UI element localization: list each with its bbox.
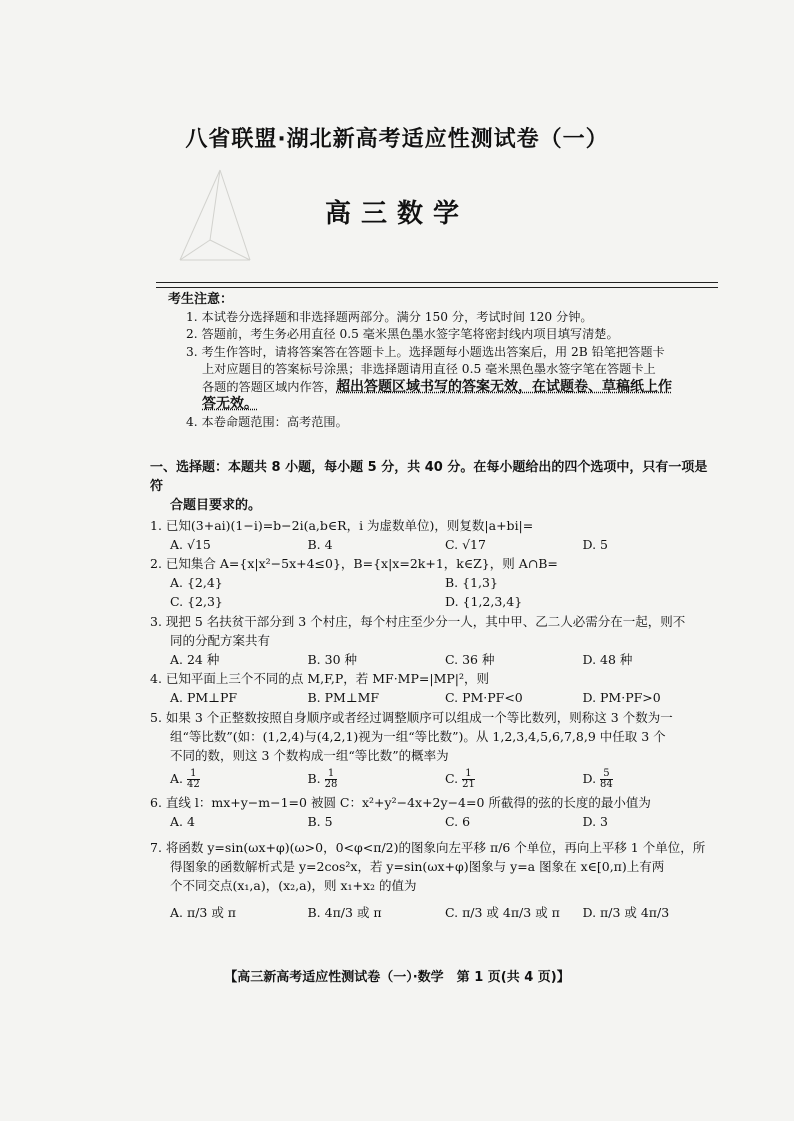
- section-heading: 一、选择题：本题共 8 小题，每小题 5 分，共 40 分。在每小题给出的四个选项中，只有一项是符: [150, 460, 708, 495]
- notice-item-cont: [172, 379, 712, 397]
- option-d: [583, 769, 721, 790]
- question-2-options-row2: [150, 592, 720, 611]
- option-a: A. √15: [170, 536, 211, 552]
- notice-item: 4. 本卷命题范围：高考范围。: [186, 414, 348, 429]
- option-b: B. 5: [307, 814, 333, 830]
- option-c: C. √17: [445, 536, 486, 552]
- option-b: B. {1,3}: [445, 575, 498, 591]
- fraction: [600, 769, 613, 790]
- notice-item: 1. 本试卷分选择题和非选择题两部分。满分 150 分，考试时间 120 分钟。: [186, 309, 593, 324]
- numerator: 5: [600, 769, 613, 780]
- question-1-stem: 1. 已知(3+ai)(1−i)=b−2i(a,b∈R，i 为虚数单位)，则复数|a+bi|=: [150, 517, 534, 533]
- option-c: C. PM·PF<0: [445, 690, 523, 706]
- question-2-options-row1: [150, 573, 720, 592]
- fraction: [187, 769, 200, 790]
- option-label: D.: [582, 770, 597, 786]
- denominator: 28: [324, 778, 338, 790]
- option-c: [445, 769, 583, 790]
- question-7-stem: 7. 将函数 y=sin(ωx+φ)(ω>0，0<φ<π/2)的图象向左平移 π/6 个单位，再向上平移 1 个单位，所: [150, 839, 706, 855]
- question-4-stem: 4. 已知平面上三个不同的点 M,F,P，若 MF·MP=|MP|²，则: [150, 671, 490, 687]
- denominator: 84: [600, 778, 613, 790]
- option-d: D. 3: [582, 814, 608, 830]
- option-b: B. PM⊥MF: [307, 690, 380, 706]
- option-c: C. π/3 或 4π/3 或 π: [445, 905, 560, 921]
- section-heading-cont: 合题目要求的。: [170, 498, 262, 514]
- option-a: A. PM⊥PF: [170, 690, 238, 706]
- header-divider-top: [156, 282, 718, 283]
- question-7-stem-cont: 得图象的函数解析式是 y=2cos²x，若 y=sin(ωx+φ)图象与 y=a 图象在 x∈[0,π)上有两: [170, 858, 665, 874]
- option-a: [170, 769, 308, 790]
- page-footer: 【高三新高考适应性测试卷（一）·数学 第 1 页(共 4 页)】: [224, 970, 570, 985]
- numerator: 1: [325, 769, 338, 780]
- question-7-options: [150, 903, 720, 922]
- notice-heading: 考生注意：: [168, 292, 234, 307]
- option-b: B. 4π/3 或 π: [307, 905, 382, 921]
- question-3-stem: 3. 现把 5 名扶贫干部分到 3 个村庄，每个村庄至少分一人，其中甲、乙二人必需分在一起，则不: [150, 613, 686, 629]
- fraction: [462, 769, 475, 790]
- option-d: D. π/3 或 4π/3: [582, 905, 670, 921]
- notice-item-cont: [172, 396, 712, 414]
- question-5-stem: 5. 如果 3 个正整数按照自身顺序或者经过调整顺序可以组成一个等比数列，则称这 3 个数为一: [150, 709, 673, 725]
- notice-item: 3. 考生作答时，请将答案答在答题卡上。选择题每小题选出答案后，用 2B 铅笔把答题卡: [186, 344, 665, 359]
- question-5-stem-cont: 组“等比数”(如：(1,2,4)与(4,2,1)视为一组“等比数”)。从 1,2,3,4,5,6,7,8,9 中任取 3 个: [170, 728, 666, 744]
- option-a: A. {2,4}: [170, 575, 223, 591]
- notice-emphasis: 超出答题区域书写的答案无效，在试题卷、草稿纸上作: [336, 378, 673, 395]
- option-d: D. 5: [582, 536, 608, 552]
- header-divider-bottom: [156, 287, 718, 288]
- option-label: B.: [307, 770, 321, 786]
- question-3-options: [150, 650, 720, 669]
- question-5-stem-cont: 不同的数，则这 3 个数构成一组“等比数”的概率为: [170, 748, 449, 764]
- question-5-options: [150, 765, 720, 793]
- option-label: C.: [445, 770, 459, 786]
- fraction: [325, 769, 338, 790]
- option-b: B. 30 种: [307, 652, 358, 668]
- question-7-stem-cont: 个不同交点(x₁,a)，(x₂,a)，则 x₁+x₂ 的值为: [170, 878, 417, 894]
- denominator: 42: [187, 778, 200, 790]
- question-6-stem: 6. 直线 l：mx+y−m−1=0 被圆 C：x²+y²−4x+2y−4=0 所截得的弦的长度的最小值为: [150, 795, 651, 811]
- option-c: C. 36 种: [445, 652, 495, 668]
- notice-text: 各题的答题区域内作答，: [202, 379, 337, 394]
- notice-item-cont: 上对应题目的答案标号涂黑；非选择题请用直径 0.5 毫米黑色墨水签字笔在答题卡上: [202, 362, 656, 376]
- questions-area: [150, 458, 720, 922]
- exam-title: 八省联盟·湖北新高考适应性测试卷（一）: [185, 127, 609, 152]
- option-a: A. 24 种: [170, 652, 220, 668]
- option-d: D. {1,2,3,4}: [445, 594, 523, 610]
- option-label: A.: [170, 770, 184, 786]
- option-a: A. 4: [170, 814, 195, 830]
- question-6-options: [150, 812, 720, 831]
- exam-subject: 高三数学: [324, 199, 469, 229]
- numerator: 1: [462, 769, 475, 780]
- numerator: 1: [187, 769, 200, 780]
- question-1-options: [150, 535, 720, 554]
- candidate-notice: [168, 291, 712, 431]
- question-3-stem-cont: 同的分配方案共有: [170, 632, 271, 648]
- option-a: A. π/3 或 π: [170, 905, 237, 921]
- option-d: D. 48 种: [582, 652, 633, 668]
- notice-emphasis: 答无效。: [202, 396, 258, 412]
- option-c: C. {2,3}: [170, 594, 223, 610]
- denominator: 21: [462, 778, 475, 790]
- option-c: C. 6: [445, 814, 471, 830]
- option-d: D. PM·PF>0: [582, 690, 661, 706]
- option-b: B. 4: [307, 536, 333, 552]
- option-b: [308, 769, 446, 790]
- notice-item: 2. 答题前，考生务必用直径 0.5 毫米黑色墨水签字笔将密封线内项目填写清楚。: [186, 327, 619, 341]
- question-2-stem: 2. 已知集合 A={x|x²−5x+4≤0}，B={x|x=2k+1，k∈Z}，则 A∩B=: [150, 556, 558, 572]
- question-4-options: [150, 688, 720, 707]
